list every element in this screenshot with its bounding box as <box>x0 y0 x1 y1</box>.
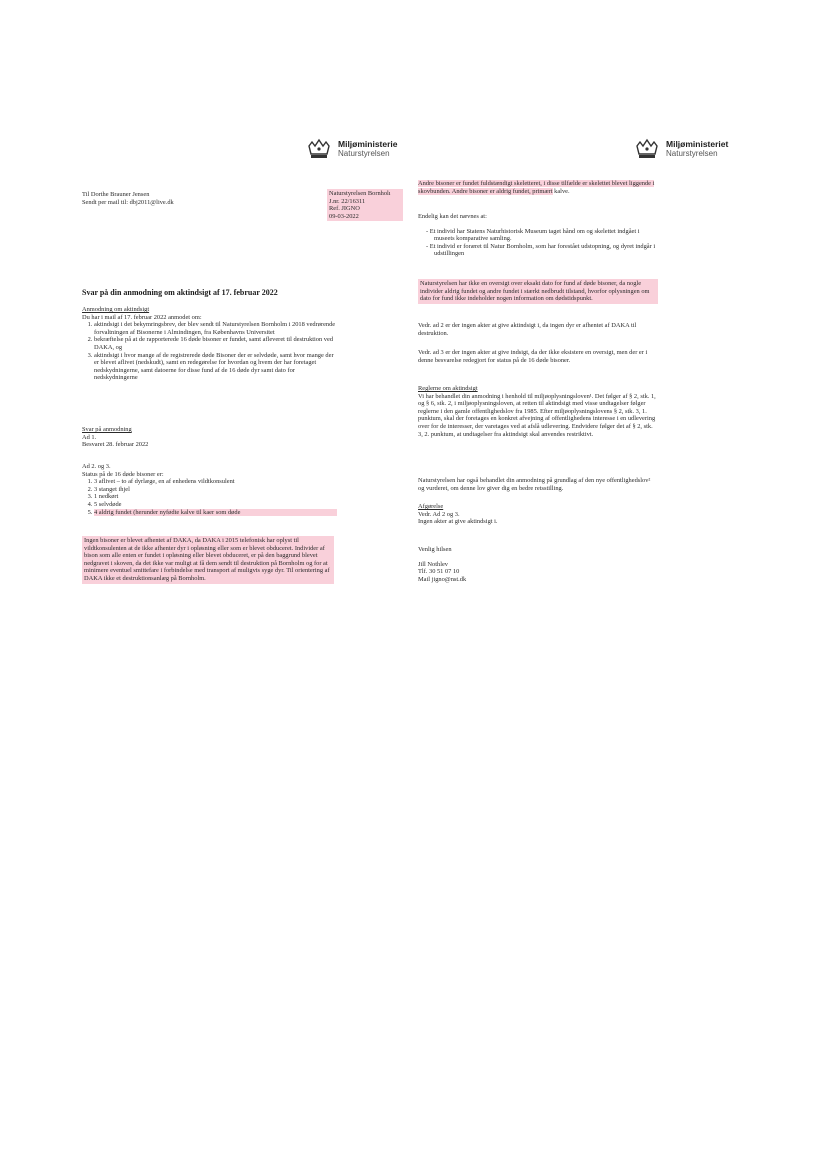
list-item: 1. aktindsigt i det bekymringsbrev, der blev sendt til Naturstyrelsen Bornholm i 2018 vedrørende forvaltningen af Bisonerne i Almindingen, fra Københavns Universitet <box>94 321 337 336</box>
finally-section <box>418 213 658 258</box>
list-item: - Et individ har Statens Naturhistorisk Museum taget hånd om og skelettet indgået i museets komparative samling. <box>434 228 658 243</box>
reference-case-number: J.nr. 22/16311 <box>329 197 366 205</box>
status-section <box>82 463 337 516</box>
ad23-label: Ad 2. og 3. <box>82 463 111 470</box>
intro-highlight: Andre bisoner er fundet fuldstændigt skeletteret, i disse tilfælde er skelettet blevet liggende i skovbunden. Andre bisoner er aldrig fundet, primært <box>418 180 655 195</box>
list-item: 4. 5 selvdøde <box>94 501 337 509</box>
regards: Venlig hilsen <box>418 546 452 553</box>
agency-name: Naturstyrelsen <box>666 149 718 158</box>
decision-heading: Afgørelse <box>418 503 444 510</box>
vedr-ad2-paragraph: Vedr. ad 2 er der ingen akter at give aktindsigt i, da ingen dyr er afhentet af DAKA til destruktion. <box>418 322 637 337</box>
ministry-name: Miljøministeriet <box>666 139 729 149</box>
signature-name: Jill Nothlev <box>418 560 448 568</box>
ad1-text: Besvaret 28. februar 2022 <box>82 441 149 449</box>
rules-text: Vi har behandlet din anmodning i henhold til miljøoplysningsloven¹. Det følger af § 2, stk. 1, og § 6, stk. 2, i miljøoplysningsloven, at retten til aktindsigt med visse undtagelser følger reglerne i den gamle offentlighedslov fra 1985. Efter miljøoplysningslovens § 2, stk. 3, 1. punktum, skal der foretages en konkret afvejning af offentlighedens interesse i en udlevering over for de interesser, der varetages ved at afslå udlevering. Endvidere følger det af § 2, stk. 3, 2. punktum, at undtagelser fra aktindsigt skal anvendes restriktivt. <box>418 392 656 438</box>
list-item: 1. 3 aflivet – to af dyrlæge, en af enhedens vildtkonsulent <box>94 478 337 486</box>
intro-paragraph <box>418 180 658 195</box>
daka-paragraph: Ingen bisoner er blevet afhentet af DAKA, da DAKA i 2015 telefonisk har oplyst til vildtkonsulenten at de ikke afhenter dyr i opløsning eller som er blevet obduceret. Individer af bison som alle enten er fundet i opløsning eller blevet obduceret, er på den baggrund blevet nedgravet i skoven, da det ikke var muligt at få dem sendt til destruktion på Bornholm og for at minimere eventuel smittefare i forbindelse med transport af muligvis syge dyr. Til orientering af DAKA ikke et destruktionsanlæg på Bornholm. <box>82 536 334 584</box>
agency-name: Naturstyrelsen <box>338 149 390 158</box>
page-title: Svar på din anmodning om aktindsigt af 17. februar 2022 <box>82 288 278 297</box>
decision-line1: Vedr. Ad 2 og 3. <box>418 510 460 518</box>
reference-block <box>327 189 403 221</box>
list-item: 2. bekræftelse på at de rapporterede 16 døde bisoner er fundet, samt afleveret til destruktion ved DAKA, og <box>94 336 337 351</box>
logo-left <box>306 138 398 160</box>
no-overview-paragraph: Naturstyrelsen har ikke en oversigt over eksakt dato for fund af døde bisoner, da nogle individer aldrig fundet og andre fundet i stærkt nedbrudt tilstand, hvorfor oplysningen om dato for fund ikke indeholder nogen information om dødstidspunkt. <box>418 279 658 304</box>
addressee <box>82 191 302 206</box>
status-intro: Status på de 16 døde bisoner er: <box>82 470 164 478</box>
request-intro: Du har i mail af 17. februar 2022 anmodet om: <box>82 313 202 321</box>
crown-icon <box>306 138 332 160</box>
reference-initials: Ref. JIGNO <box>329 205 360 213</box>
request-list <box>82 321 337 382</box>
intro-rest: kalve. <box>554 187 570 195</box>
list-item: 3. 1 nedkørt <box>94 493 337 501</box>
finally-label: Endelig kan det nævnes at: <box>418 213 487 220</box>
answer-section <box>82 426 337 449</box>
addressee-email: Sendt per mail til: dbj2011@live.dk <box>82 198 174 206</box>
list-item: 5. 4 aldrig fundet (herunder nyfødte kalve til kaer som døde <box>94 509 337 517</box>
signature-block <box>418 546 618 583</box>
ministry-name: Miljøministerie <box>338 139 398 149</box>
answer-heading: Svar på anmodning <box>82 426 132 433</box>
reference-date: 09-03-2022 <box>329 212 359 220</box>
list-item: 3. aktindsigt i hvor mange af de registrerede døde Bisoner der er selvdøde, samt hvor mange der er blevet aflivet (nedskudt), samt en redegørelse for hvordan og hvem der har foretaget nedskydningerne, samt datoerne for disse fund af de 16 døde dyr samt dato for nedskydningerne <box>94 352 337 382</box>
status-list <box>82 478 337 516</box>
decision-section <box>418 503 658 526</box>
decision-line2: Ingen akter at give aktindsigt i. <box>418 518 498 526</box>
vedr-ad3-paragraph: Vedr. ad 3 er der ingen akter at give indsigt, da der ikke eksistere en oversigt, men der er i denne besvarelse redegjort for status på de 16 døde bisoner. <box>418 349 648 364</box>
list-item: - Et individ er foræret til Natur Bornholm, som har forestået udstopning, og dyret indgår i udstillingen <box>434 243 658 258</box>
ad1-label: Ad 1. <box>82 433 97 441</box>
request-heading: Anmodning om aktindsigt <box>82 306 150 313</box>
signature-phone: Tlf. 30 51 07 10 <box>418 568 460 576</box>
crown-icon <box>634 138 660 160</box>
reference-office: Naturstyrelsen Bornholı <box>329 190 391 197</box>
logo-right <box>634 138 728 160</box>
signature-email: Mail jigno@nst.dk <box>418 575 467 583</box>
also-paragraph: Naturstyrelsen har også behandlet din anmodning på grundlag af den nye offentlighedslov² og vurderet, om denne lov giver dig en bedre retsstilling. <box>418 477 651 492</box>
request-section <box>82 306 337 382</box>
rules-heading: Reglerne om aktindsigt <box>418 385 478 392</box>
rules-section <box>418 385 658 438</box>
list-item: 2. 3 stanget ihjel <box>94 486 337 494</box>
finally-list <box>418 228 658 258</box>
addressee-to: Til Dorthe Brauner Jensen <box>82 191 150 198</box>
